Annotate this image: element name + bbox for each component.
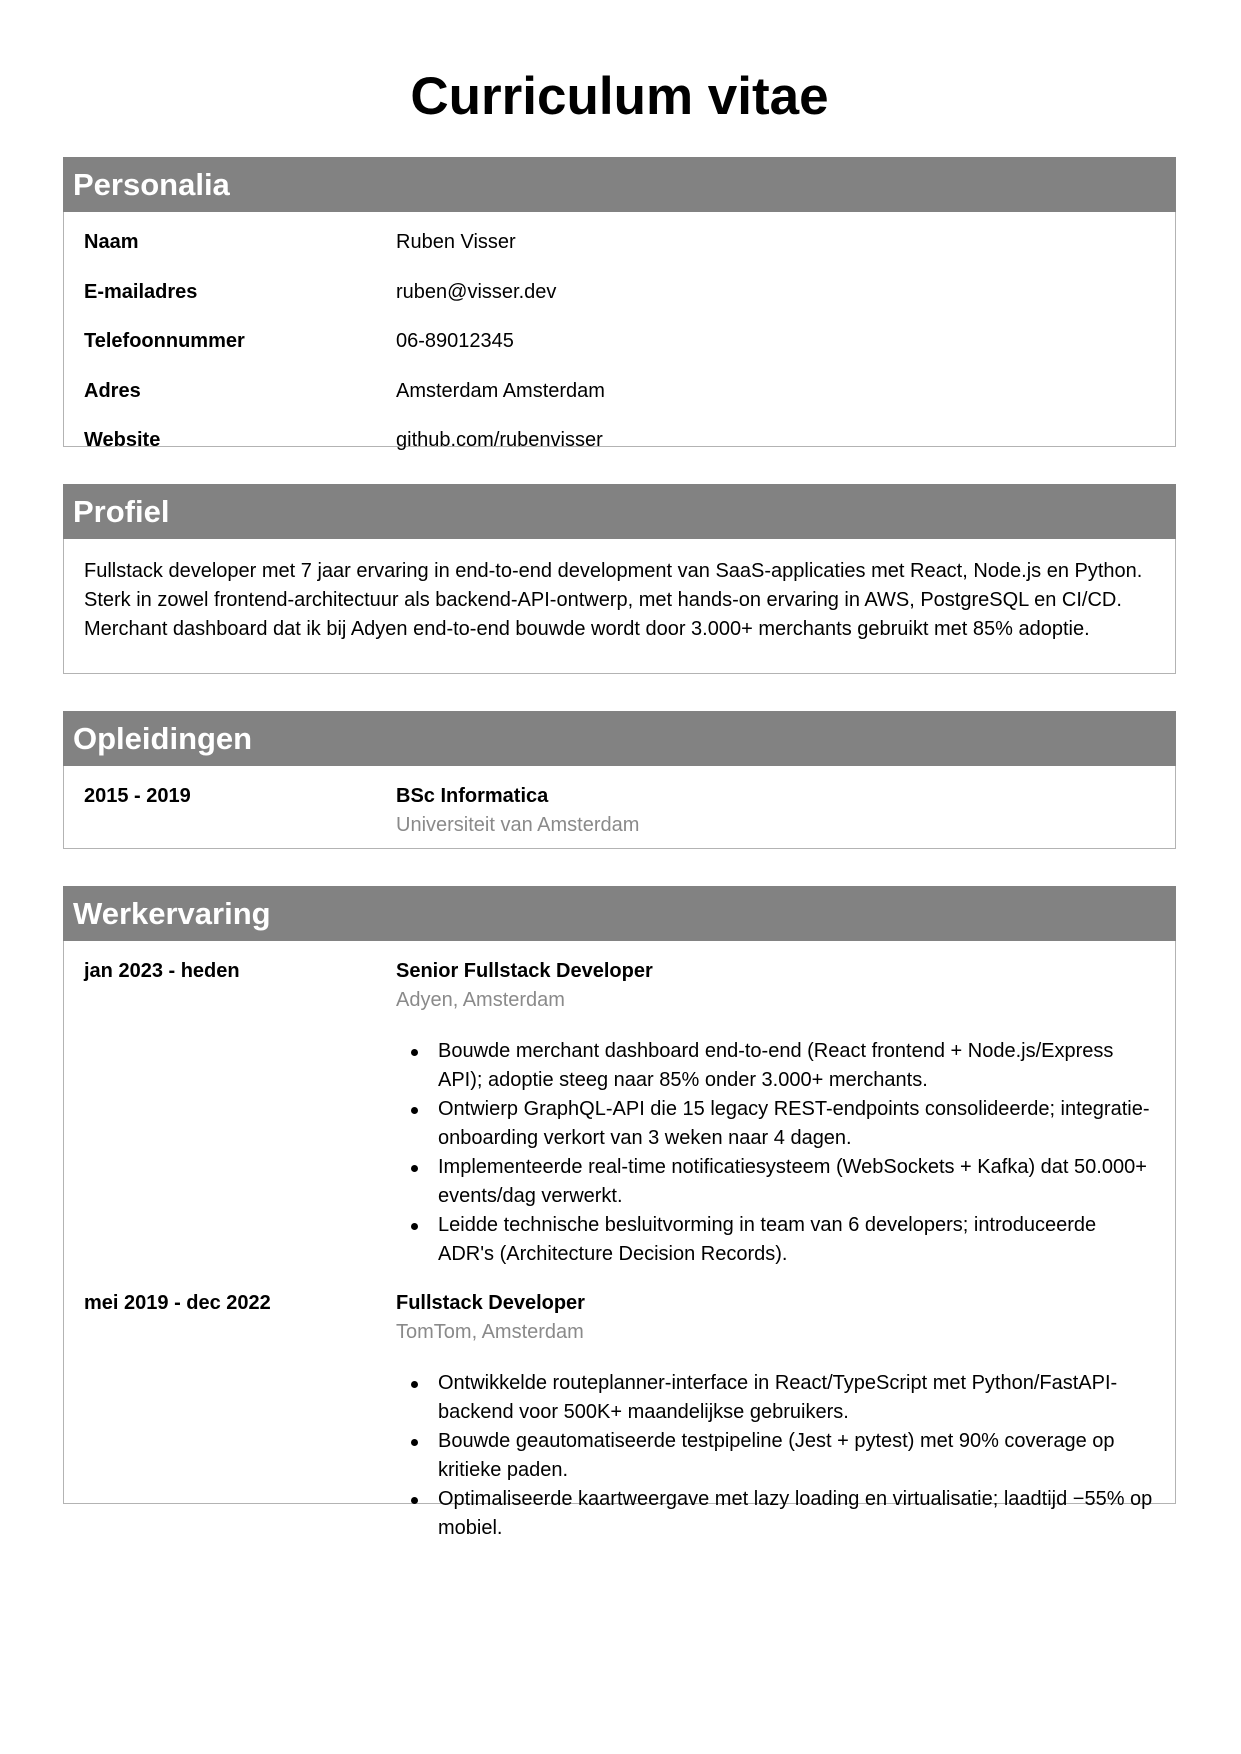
education-institution: Universiteit van Amsterdam [396,814,640,836]
section-heading-profiel: Profiel [63,484,1176,539]
personalia-row-website [84,416,1155,466]
list-item: Implementeerde real-time notificatiesysteem (WebSockets + Kafka) dat 50.000+ events/dag verwerkt. [396,1153,1155,1211]
personalia-body [64,212,1175,466]
list-item: Ontwikkelde routeplanner-interface in React/TypeScript met Python/FastAPI-backend voor 500K+ maandelijkse gebruikers. [396,1369,1155,1427]
list-item: Bouwde merchant dashboard end-to-end (React frontend + Node.js/Express API); adoptie steeg naar 85% onder 3.000+ merchants. [396,1037,1155,1095]
personalia-section [63,157,1176,452]
work-period: jan 2023 - heden [84,960,240,982]
list-item: Bouwde geautomatiseerde testpipeline (Jest + pytest) met 90% coverage op kritieke paden. [396,1427,1155,1485]
work-achievements [396,1037,1155,1269]
werkervaring-body [64,941,1175,1543]
page-title: Curriculum vitae [410,67,829,126]
education-details [396,782,1155,840]
field-label: Telefoonnummer [84,330,245,353]
education-entry [84,782,1155,840]
work-entry [84,1289,1155,1543]
education-title: BSc Informatica [396,785,549,807]
opleidingen-section [63,711,1176,849]
personalia-row-telefoon [84,317,1155,367]
list-item: Optimaliseerde kaartweergave met lazy loading en virtualisatie; laadtijd −55% op mobiel. [396,1485,1155,1543]
field-label: E-mailadres [84,280,198,303]
personalia-row-email [84,268,1155,318]
job-title: Fullstack Developer [396,1292,585,1314]
cv-page [63,0,1176,1539]
section-heading-personalia: Personalia [63,157,1176,212]
work-details [396,1289,1155,1543]
section-heading-opleidingen: Opleidingen [63,711,1176,766]
personalia-row-naam [84,218,1155,268]
field-value: 06-89012345 [396,330,514,353]
personalia-row-adres [84,367,1155,417]
field-label: Naam [84,231,139,254]
field-value: ruben@visser.dev [396,280,557,303]
field-label: Adres [84,379,141,402]
work-achievements [396,1369,1155,1543]
list-item: Ontwierp GraphQL-API die 15 legacy REST-endpoints consolideerde; integratie-onboarding verkort van 3 weken naar 4 dagen. [396,1095,1155,1153]
work-entry [84,957,1155,1269]
education-period: 2015 - 2019 [84,785,191,807]
field-value: Amsterdam Amsterdam [396,379,605,402]
list-item: Leidde technische besluitvorming in team van 6 developers; introduceerde ADR's (Architecture Decision Records). [396,1211,1155,1269]
employer: TomTom, Amsterdam [396,1321,584,1343]
werkervaring-section [63,886,1176,1539]
profiel-body [64,539,1175,644]
section-heading-werkervaring: Werkervaring [63,886,1176,941]
profiel-section [63,484,1176,674]
work-details [396,957,1155,1269]
employer: Adyen, Amsterdam [396,989,565,1011]
profile-summary: Fullstack developer met 7 jaar ervaring in end-to-end development van SaaS-applicaties met React, Node.js en Python. Sterk in zowel frontend-architectuur als backend-API-ontwerp, met hands-on ervaring in AWS, PostgreSQL en CI/CD. Merchant dashboard dat ik bij Adyen end-to-end bouwde wordt door 3.000+ merchants gebruikt met 85% adoptie. [84,560,1143,640]
job-title: Senior Fullstack Developer [396,960,653,982]
field-label: Website [84,429,161,452]
opleidingen-body [64,766,1175,840]
field-value: Ruben Visser [396,231,516,254]
work-period: mei 2019 - dec 2022 [84,1292,271,1314]
field-value: github.com/rubenvisser [396,429,603,452]
